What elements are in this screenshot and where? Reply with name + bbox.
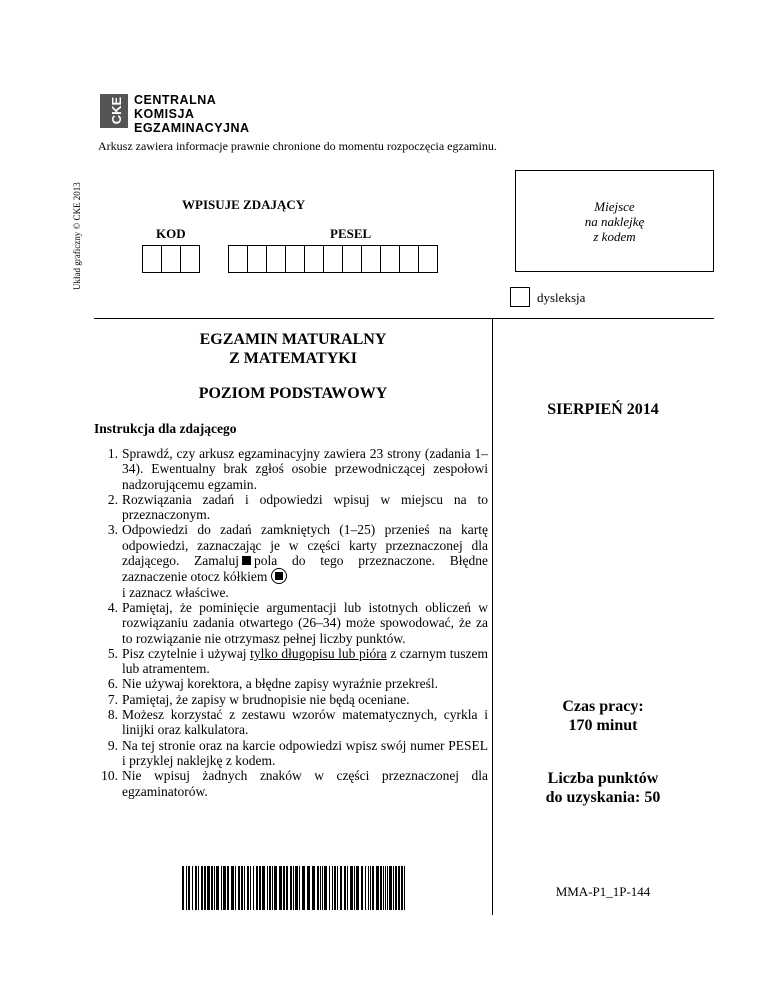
digit-box[interactable] — [399, 245, 419, 273]
sticker-line-3: z kodem — [593, 229, 636, 244]
dysleksja-checkbox[interactable] — [510, 287, 530, 307]
digit-box[interactable] — [342, 245, 362, 273]
copyright-text: Układ graficzny © CKE 2013 — [72, 182, 82, 290]
circled-mark-icon — [271, 568, 287, 584]
instruction-item: 1. Sprawdź, czy arkusz egzaminacyjny zawiera 23 strony (zadania 1–34). Ewentualny brak zgłoś osobie przewodniczącej zespołowi nadzorującemu egzamin. — [107, 446, 488, 492]
exam-time — [492, 697, 714, 735]
instruction-item: 8. Możesz korzystać z zestawu wzorów matematycznych, cyrkla i linijki oraz kalkulatora. — [107, 707, 488, 738]
instruction-item: 4. Pamiętaj, że pominięcie argumentacji lub istotnych obliczeń w rozwiązaniu zadania otwartego (26–34) może spowodować, że za to rozwiązanie nie otrzymasz pełnej liczby punktów. — [107, 599, 488, 646]
cke-logo-text — [134, 93, 250, 135]
form-heading: WPISUJE ZDAJĄCY — [182, 197, 306, 212]
instruction-item: 9. Na tej stronie oraz na karcie odpowiedzi wpisz swój numer PESEL i przyklej naklejkę z kodem. — [107, 737, 488, 768]
instruction-item: 7. Pamiętaj, że zapisy w brudnopisie nie będą oceniane. — [107, 691, 410, 707]
filled-square-icon — [242, 556, 251, 565]
exam-title-line-2: Z MATEMATYKI — [229, 350, 357, 367]
digit-box[interactable] — [323, 245, 343, 273]
kod-input-boxes[interactable] — [143, 245, 200, 273]
instructions-list — [96, 446, 488, 799]
pesel-label: PESEL — [330, 226, 372, 241]
max-points-line-2: do uzyskania: 50 — [545, 789, 661, 806]
kod-label: KOD — [156, 226, 186, 241]
instruction-item: 10. Nie wpisuj żadnych znaków w części przeznaczonej dla egzaminatorów. — [101, 768, 488, 799]
digit-box[interactable] — [285, 245, 305, 273]
exam-time-line-2: 170 minut — [568, 717, 638, 734]
instruction-item: 5. Pisz czytelnie i używaj tylko długopisu lub pióra z czarnym tuszem lub atramentem. — [107, 645, 489, 677]
logo-mark-text: CKE — [109, 96, 125, 125]
exam-date: SIERPIEŃ 2014 — [547, 401, 659, 418]
digit-box[interactable] — [418, 245, 438, 273]
digit-box[interactable] — [228, 245, 248, 273]
instruction-item: 2. Rozwiązania zadań i odpowiedzi wpisuj w miejscu na to przeznaczonym. — [107, 491, 488, 523]
instruction-item: 6. Nie używaj korektora, a błędne zapisy wyraźnie przekreśl. — [107, 676, 438, 692]
exam-title-line-1: EGZAMIN MATURALNY — [199, 331, 387, 348]
pesel-input-boxes[interactable] — [229, 245, 438, 273]
instruction-item: 3. Odpowiedzi do zadań zamkniętych (1–25) przenieś na kartę odpowiedzi, zaznaczając je w części karty przeznaczonej dla zdającego. Zamaluj pola do tego przeznaczone. Błędne zaznaczenie otocz kółkiem i zaznacz właściwe. — [107, 522, 488, 600]
max-points — [492, 769, 714, 807]
cke-logo-mark — [100, 94, 128, 128]
digit-box[interactable] — [266, 245, 286, 273]
instructions-heading: Instrukcja dla zdającego — [94, 421, 237, 436]
digit-box[interactable] — [380, 245, 400, 273]
sticker-line-2: na naklejkę — [584, 214, 645, 229]
barcode-icon — [182, 866, 408, 910]
digit-box[interactable] — [247, 245, 267, 273]
logo-line-2: KOMISJA — [134, 107, 195, 121]
digit-box[interactable] — [142, 245, 162, 273]
exam-time-line-1: Czas pracy: — [562, 698, 644, 715]
sticker-line-1: Miejsce — [594, 199, 635, 214]
dysleksja-label: dysleksja — [537, 290, 586, 305]
logo-line-3: EGZAMINACYJNA — [134, 121, 250, 135]
legal-notice: Arkusz zawiera informacje prawnie chronione do momentu rozpoczęcia egzaminu. — [98, 139, 497, 153]
exam-level: POZIOM PODSTAWOWY — [198, 385, 388, 402]
digit-box[interactable] — [361, 245, 381, 273]
digit-box[interactable] — [180, 245, 200, 273]
max-points-line-1: Liczba punktów — [547, 770, 659, 787]
exam-title — [94, 330, 492, 368]
logo-line-1: CENTRALNA — [134, 93, 217, 107]
digit-box[interactable] — [304, 245, 324, 273]
digit-box[interactable] — [161, 245, 181, 273]
sticker-area — [515, 170, 714, 272]
sheet-code: MMA-P1_1P-144 — [555, 884, 651, 899]
horizontal-divider — [94, 318, 714, 319]
